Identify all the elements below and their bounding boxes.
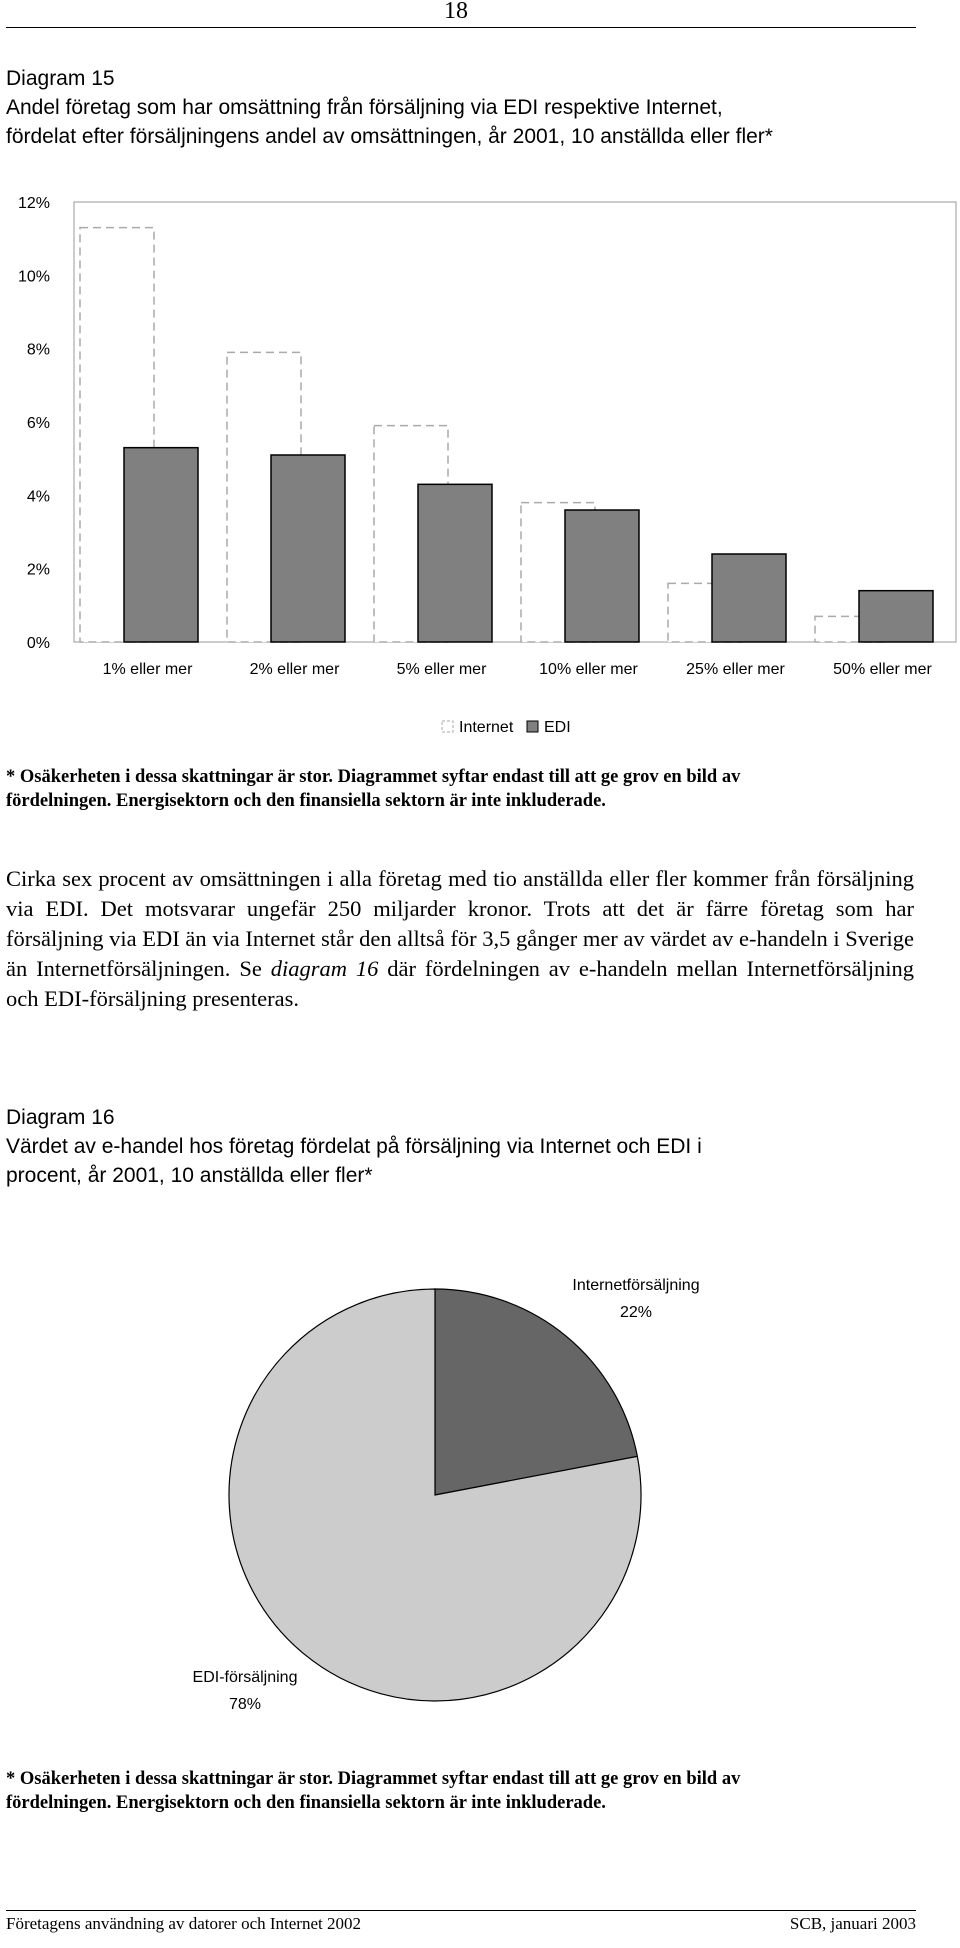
x-tick-label: 25% eller mer xyxy=(686,661,785,678)
y-tick-label: 8% xyxy=(26,341,50,359)
page-number: 18 xyxy=(444,0,468,24)
y-tick-label: 4% xyxy=(26,488,50,506)
diagram16-reference: diagram 16 xyxy=(270,956,379,981)
pie-value-edi: 78% xyxy=(228,1696,262,1713)
diagram16-heading xyxy=(6,1103,916,1190)
x-tick-label: 1% eller mer xyxy=(102,661,193,678)
x-tick-label: 5% eller mer xyxy=(396,661,487,678)
bar-edi xyxy=(124,448,198,642)
body-paragraph xyxy=(6,864,914,1014)
footer-publication: Företagens användning av datorer och Internet 2002 xyxy=(6,1914,361,1933)
body-paragraph-text: Cirka sex procent av omsättningen i alla företag med tio anställda eller fler kommer från försäljning via EDI. Det motsvarar ungefär 250 miljarder kronor. Trots att det är färre företag som har försäljning via EDI än via Internet står den alltså för 3,5 gånger mer av värdet av e-handeln i Sverige än Internetförsäljningen. Se xyxy=(6,866,914,981)
bar-edi xyxy=(565,510,639,642)
y-tick-label: 6% xyxy=(26,415,50,432)
diagram15-label: Diagram 15 xyxy=(6,67,115,90)
bar-edi xyxy=(859,591,933,642)
legend-label-internet: Internet xyxy=(459,719,514,736)
header-rule xyxy=(6,27,916,28)
diagram15-footnote-line2: fördelningen. Energisektorn och den finansiella sektorn är inte inkluderade. xyxy=(6,791,606,811)
y-tick-label: 10% xyxy=(17,268,50,286)
x-tick-label: 50% eller mer xyxy=(833,661,932,678)
y-tick-label: 2% xyxy=(26,561,50,579)
pie-label-edi: EDI-försäljning xyxy=(192,1669,298,1686)
x-tick-label: 2% eller mer xyxy=(249,661,340,678)
bar-chart xyxy=(0,180,960,740)
diagram16-footnote xyxy=(6,1767,916,1815)
diagram16-label: Diagram 16 xyxy=(6,1106,115,1129)
plot-area-frame xyxy=(74,202,956,642)
bar-edi xyxy=(271,455,345,642)
diagram15-title-line1: Andel företag som har omsättning från försäljning via EDI respektive Internet, xyxy=(6,96,723,119)
pie-value-internet: 22% xyxy=(619,1304,653,1321)
diagram15-footnote-line1: * Osäkerheten i dessa skattningar är stor. Diagrammet syftar endast till att ge grov en bild av xyxy=(6,767,741,787)
diagram15-footnote xyxy=(6,765,916,813)
footer-publisher-date: SCB, januari 2003 xyxy=(789,1914,916,1933)
pie-label-internet: Internetförsäljning xyxy=(572,1277,700,1294)
legend-label-edi: EDI xyxy=(544,719,571,736)
y-tick-label: 0% xyxy=(26,635,50,652)
footer-rule xyxy=(6,1910,916,1911)
diagram16-title-line1: Värdet av e-handel hos företag fördelat på försäljning via Internet och EDI i xyxy=(6,1135,702,1158)
diagram16-footnote-line1: * Osäkerheten i dessa skattningar är stor. Diagrammet syftar endast till att ge grov en bild av xyxy=(6,1769,741,1789)
y-tick-label: 12% xyxy=(17,195,50,212)
diagram15-heading xyxy=(6,64,916,151)
diagram16-title-line2: procent, år 2001, 10 anställda eller fler* xyxy=(6,1164,373,1187)
pie-chart xyxy=(0,1240,960,1740)
bar-edi xyxy=(418,484,492,642)
bar-edi xyxy=(712,554,786,642)
x-tick-label: 10% eller mer xyxy=(539,661,638,678)
diagram16-footnote-line2: fördelningen. Energisektorn och den finansiella sektorn är inte inkluderade. xyxy=(6,1793,606,1813)
legend-swatch-edi xyxy=(527,721,538,732)
body-paragraph-end: där fördelningen av e-handeln mellan Internetförsäljning och EDI-försäljning presenteras. xyxy=(6,956,914,1011)
diagram15-title-line2: fördelat efter försäljningens andel av omsättningen, år 2001, 10 anställda eller fler* xyxy=(6,125,773,148)
legend-swatch-internet xyxy=(442,721,453,732)
